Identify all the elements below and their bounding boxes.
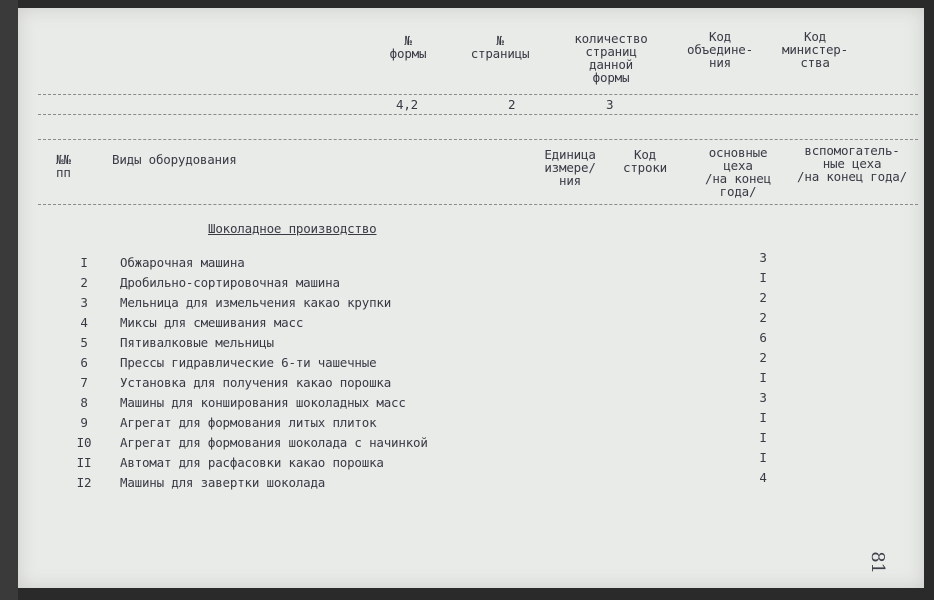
row-main-shops-value: 2 [759,310,767,325]
row-main-shops-value: I [759,270,767,285]
pages-count-label: количество страниц данной формы [574,31,648,85]
row-number: I2 [76,475,92,490]
handwritten-page-number: 81 [866,551,888,574]
row-number: 3 [80,295,88,310]
scan-border [0,0,18,600]
column-equipment-label: Виды оборудования [112,152,237,167]
ministry-code-label: Код министер- ства [782,29,848,70]
row-main-shops-value: 2 [759,350,767,365]
row-number: 4 [80,315,88,330]
row-number: I0 [76,435,92,450]
column-num-label: №№ пп [56,152,71,180]
column-main-shops-label: основные цеха /на конец года/ [705,145,771,199]
row-number: 9 [80,415,88,430]
row-equipment-name: Автомат для расфасовки какао порошка [120,455,384,470]
row-equipment-name: Мельница для измельчения какао крупки [120,295,392,310]
form-number-value: 4,2 [396,97,418,112]
section-title: Шоколадное производство [208,221,377,236]
pages-count-value: 3 [606,97,614,112]
column-code-label: Код строки [623,147,667,175]
row-number: II [76,455,92,470]
form-number-label: № формы [389,33,427,61]
row-number: 7 [80,375,88,390]
row-equipment-name: Агрегат для формования литых плиток [120,415,377,430]
row-main-shops-value: I [759,450,767,465]
header-divider [38,94,918,95]
page-number-value: 2 [508,97,516,112]
row-equipment-name: Машины для конширования шоколадных масс [120,395,406,410]
row-equipment-name: Миксы для смешивания масс [120,315,304,330]
header-divider-2 [38,114,918,115]
row-main-shops-value: 3 [759,390,767,405]
column-unit-label: Единица измере/ ния [544,147,596,188]
row-equipment-name: Установка для получения какао порошка [120,375,392,390]
row-main-shops-value: 4 [759,470,767,485]
row-main-shops-value: I [759,430,767,445]
row-equipment-name: Прессы гидравлические 6-ти чашечные [120,355,377,370]
row-main-shops-value: 2 [759,290,767,305]
row-number: 2 [80,275,88,290]
row-equipment-name: Машины для завертки шоколада [120,475,326,490]
row-number: 5 [80,335,88,350]
association-code-label: Код объедине- ния [687,29,753,70]
column-aux-shops-label: вспомогатель- ные цеха /на конец года/ [797,143,907,184]
table-header-divider [38,204,918,205]
row-number: I [80,255,88,270]
row-equipment-name: Обжарочная машина [120,255,245,270]
row-equipment-name: Агрегат для формования шоколада с начинкой [120,435,428,450]
row-number: 6 [80,355,88,370]
row-number: 8 [80,395,88,410]
document-page [18,8,924,588]
row-main-shops-value: 6 [759,330,767,345]
row-main-shops-value: 3 [759,250,767,265]
page-number-label: № страницы [470,33,530,61]
row-equipment-name: Пятивалковые мельницы [120,335,274,350]
row-equipment-name: Дробильно-сортировочная машина [120,275,340,290]
table-top-line [38,139,918,140]
row-main-shops-value: I [759,410,767,425]
row-main-shops-value: I [759,370,767,385]
